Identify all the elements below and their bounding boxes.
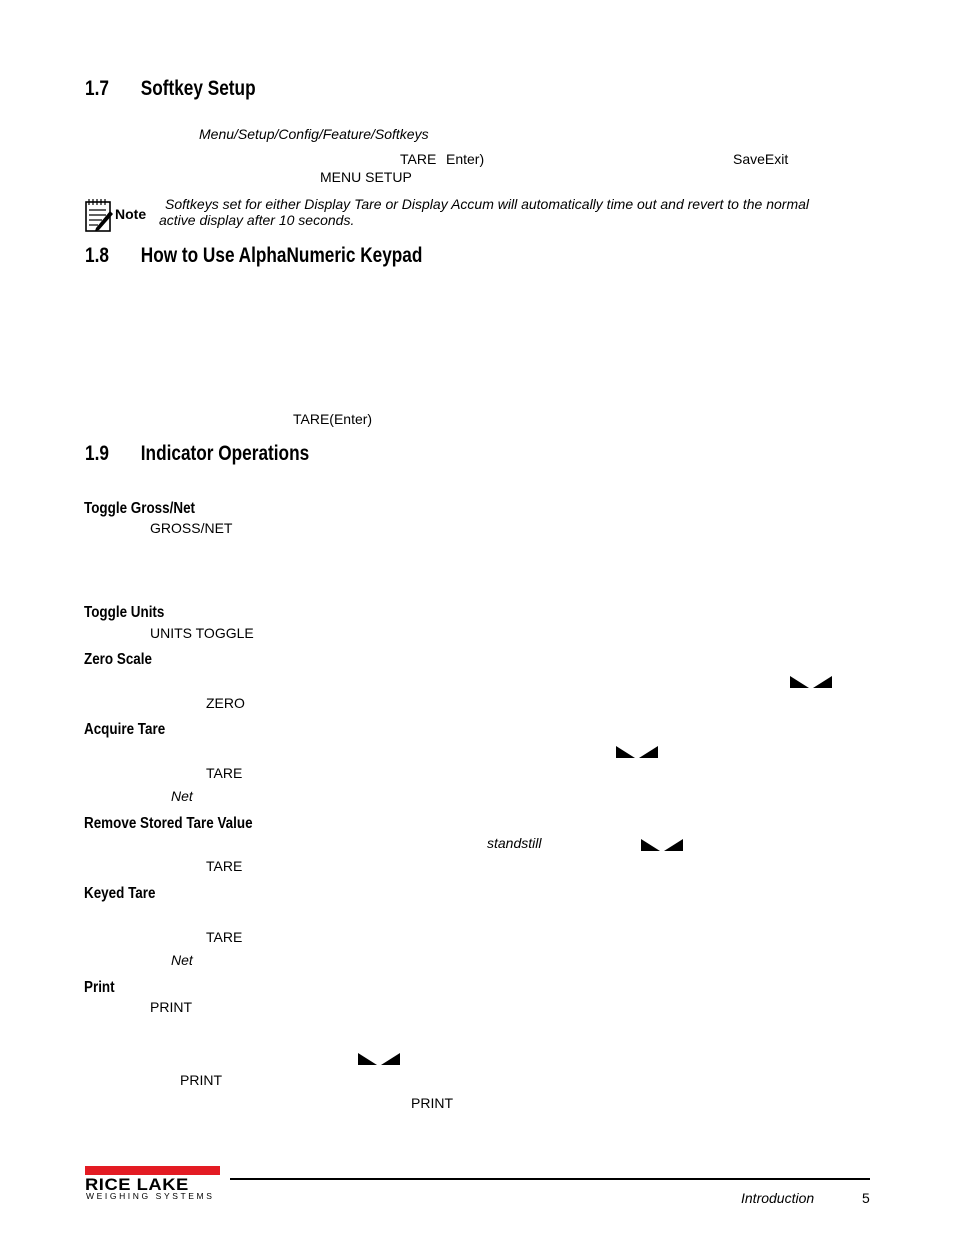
key-tare: TARE — [206, 765, 243, 781]
key-print: PRINT — [180, 1072, 222, 1088]
standstill-icon — [640, 838, 684, 852]
key-zero: ZERO — [206, 695, 245, 711]
key-enter: Enter) — [446, 151, 485, 167]
section-number: 1.7 — [85, 77, 109, 100]
mode-net: Net — [171, 952, 193, 968]
op-remove-tare-title: Remove Stored Tare Value — [84, 815, 253, 832]
op-toggle-gross-net-title: Toggle Gross/Net — [84, 500, 196, 517]
logo-weighing-systems: WEIGHING SYSTEMS — [86, 1191, 215, 1201]
section-title: Softkey Setup — [140, 77, 256, 100]
key-tare: TARE — [206, 858, 243, 874]
logo-rice-lake: RICE LAKE — [85, 1175, 189, 1194]
section-title: How to Use AlphaNumeric Keypad — [140, 244, 423, 267]
key-tare: TARE — [400, 151, 437, 167]
key-gross-net: GROSS/NET — [150, 520, 233, 536]
key-menu-setup: MENU SETUP — [320, 169, 412, 185]
key-print: PRINT — [150, 999, 192, 1015]
section-title: Indicator Operations — [140, 442, 310, 465]
op-print-title: Print — [84, 979, 115, 996]
op-keyed-tare-title: Keyed Tare — [84, 885, 156, 902]
page-number: 5 — [862, 1190, 870, 1206]
section-heading-1-9 — [85, 442, 309, 466]
key-print: PRINT — [411, 1095, 453, 1111]
key-units-toggle: UNITS TOGGLE — [150, 625, 254, 641]
note-line-1: Softkeys set for either Display Tare or Display Accum will automatically time out and revert to the normal — [165, 196, 809, 212]
footer-section: Introduction — [741, 1190, 815, 1206]
section-heading-1-7 — [85, 77, 256, 101]
op-zero-scale-title: Zero Scale — [84, 651, 152, 668]
op-toggle-units-title: Toggle Units — [84, 604, 165, 621]
section-number: 1.9 — [85, 442, 109, 465]
softkey-menu-path: Menu/Setup/Config/Feature/Softkeys — [199, 126, 429, 142]
mode-net: Net — [171, 788, 193, 804]
standstill-icon — [789, 675, 833, 689]
note-label: Note — [115, 206, 147, 222]
op-acquire-tare-title: Acquire Tare — [84, 721, 166, 738]
condition-standstill: standstill — [487, 835, 542, 851]
note-pad-icon — [84, 198, 114, 234]
key-tare: TARE — [206, 929, 243, 945]
key-tare-enter: TARE(Enter) — [293, 411, 373, 427]
section-number: 1.8 — [85, 244, 109, 267]
section-heading-1-8 — [85, 244, 422, 268]
standstill-icon — [615, 745, 659, 759]
footer-rule — [230, 1178, 870, 1180]
logo-red-bar — [85, 1166, 220, 1175]
note-line-2: active display after 10 seconds. — [159, 212, 355, 228]
standstill-icon — [357, 1052, 401, 1066]
key-saveexit: SaveExit — [733, 151, 789, 167]
